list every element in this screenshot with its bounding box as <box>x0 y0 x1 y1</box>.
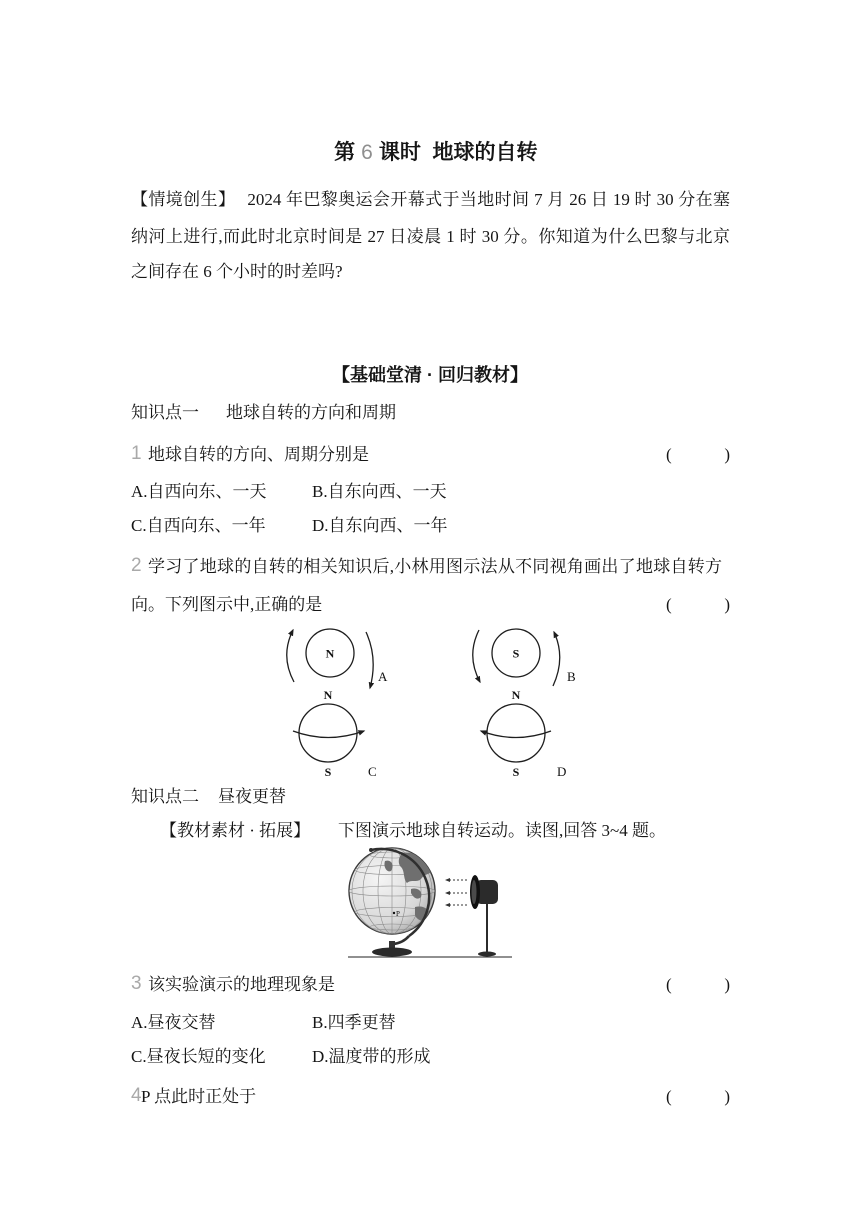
question-4-stem: P 点此时正处于 <box>141 1087 257 1106</box>
diagram-d-south: S <box>512 765 520 779</box>
bracket-open: ( <box>666 445 672 464</box>
section-header: 【基础堂清 · 回归教材】 <box>332 365 528 385</box>
diagram-d <box>481 688 566 779</box>
page-title <box>0 114 860 166</box>
intro-line-3: 之间存在 6 个小时的时差吗? <box>131 262 343 281</box>
question-3-answer-bracket <box>666 975 730 995</box>
lamp-base <box>478 952 496 957</box>
diagram-d-arrow <box>481 731 551 738</box>
diagram-b-right-arrow <box>553 632 560 686</box>
question-1-option-a: A.自西向东、一天 <box>131 482 267 501</box>
bracket-close: ) <box>724 595 730 614</box>
bracket-open: ( <box>666 1087 672 1106</box>
diagram-a-left-arrow <box>287 630 294 682</box>
intro-tag: 【情境创生】 <box>131 190 236 209</box>
bracket-close: ) <box>724 1087 730 1106</box>
axis-knob <box>369 848 373 852</box>
diagram-c-globe <box>299 704 357 762</box>
question-2-answer-bracket <box>666 595 730 615</box>
question-3-stem: 该实验演示的地理现象是 <box>148 975 335 994</box>
diagram-a <box>287 629 388 688</box>
question-4-number: 4 <box>131 1085 142 1106</box>
lesson-number: 6 <box>361 141 373 164</box>
question-1-option-d: D.自东向西、一年 <box>312 516 448 535</box>
question-3-option-d: D.温度带的形成 <box>312 1047 431 1066</box>
question-4-answer-bracket <box>666 1087 730 1107</box>
bracket-close: ) <box>724 445 730 464</box>
knowledge-point-1-label: 知识点一 <box>131 403 199 422</box>
diagram-a-label: A <box>378 669 388 684</box>
intro-line-1 <box>131 190 730 210</box>
diagram-b-pole: S <box>512 646 520 661</box>
question-3-option-c: C.昼夜长短的变化 <box>131 1047 266 1066</box>
question-1-number: 1 <box>131 443 142 464</box>
question-1-stem: 地球自转的方向、周期分别是 <box>148 445 369 464</box>
diagram-d-globe <box>487 704 545 762</box>
bracket-open: ( <box>666 595 672 614</box>
lamp-lens <box>472 880 477 904</box>
globe-stand-arm <box>393 936 409 944</box>
knowledge-point-1-topic: 地球自转的方向和周期 <box>226 403 396 422</box>
question-1-option-c: C.自西向东、一年 <box>131 516 266 535</box>
diagram-a-pole: N <box>325 646 335 661</box>
material-tag: 【教材素材 · 拓展】 <box>160 821 311 840</box>
globe-lamp-figure <box>345 845 515 960</box>
light-rays <box>446 880 467 905</box>
question-1-option-b: B.自东向西、一天 <box>312 482 447 501</box>
intro-text-1: 2024 年巴黎奥运会开幕式于当地时间 7 月 26 日 19 时 30 分在塞 <box>247 190 731 209</box>
question-2-number: 2 <box>131 555 142 576</box>
lamp <box>470 875 498 957</box>
question-2-stem-line-2: 向。下列图示中,正确的是 <box>131 595 323 614</box>
title-rest: 课时 地球的自转 <box>378 141 538 164</box>
diagram-d-north: N <box>511 688 521 702</box>
bracket-close: ) <box>724 975 730 994</box>
material-text: 下图演示地球自转运动。读图,回答 3~4 题。 <box>338 821 666 840</box>
question-1-answer-bracket <box>666 445 730 465</box>
question-3-option-a: A.昼夜交替 <box>131 1013 216 1032</box>
point-p-marker <box>393 912 395 914</box>
diagram-b-label: B <box>567 669 576 684</box>
globe-stand-base <box>372 948 412 957</box>
rotation-diagrams <box>260 620 600 782</box>
knowledge-point-2-topic: 昼夜更替 <box>218 787 286 806</box>
diagram-b <box>473 629 576 686</box>
point-p-label: P <box>396 910 400 918</box>
diagram-c-label: C <box>368 764 377 779</box>
diagram-b-left-arrow <box>473 630 480 682</box>
knowledge-point-2-label: 知识点二 <box>131 787 199 806</box>
diagram-c <box>293 688 377 779</box>
diagram-c-arrow <box>293 731 364 738</box>
globe <box>349 848 435 957</box>
intro-line-2: 纳河上进行,而此时北京时间是 27 日凌晨 1 时 30 分。你知道为什么巴黎与北京 <box>131 227 730 246</box>
question-3-option-b: B.四季更替 <box>312 1013 396 1032</box>
diagram-d-label: D <box>557 764 567 779</box>
diagram-a-right-arrow <box>366 632 373 688</box>
diagram-c-south: S <box>324 765 332 779</box>
title-lead: 第 <box>334 141 356 164</box>
question-2-stem-line-1: 学习了地球的自转的相关知识后,小林用图示法从不同视角画出了地球自转方 <box>148 557 722 576</box>
diagram-c-north: N <box>323 688 333 702</box>
question-3-number: 3 <box>131 973 142 994</box>
bracket-open: ( <box>666 975 672 994</box>
